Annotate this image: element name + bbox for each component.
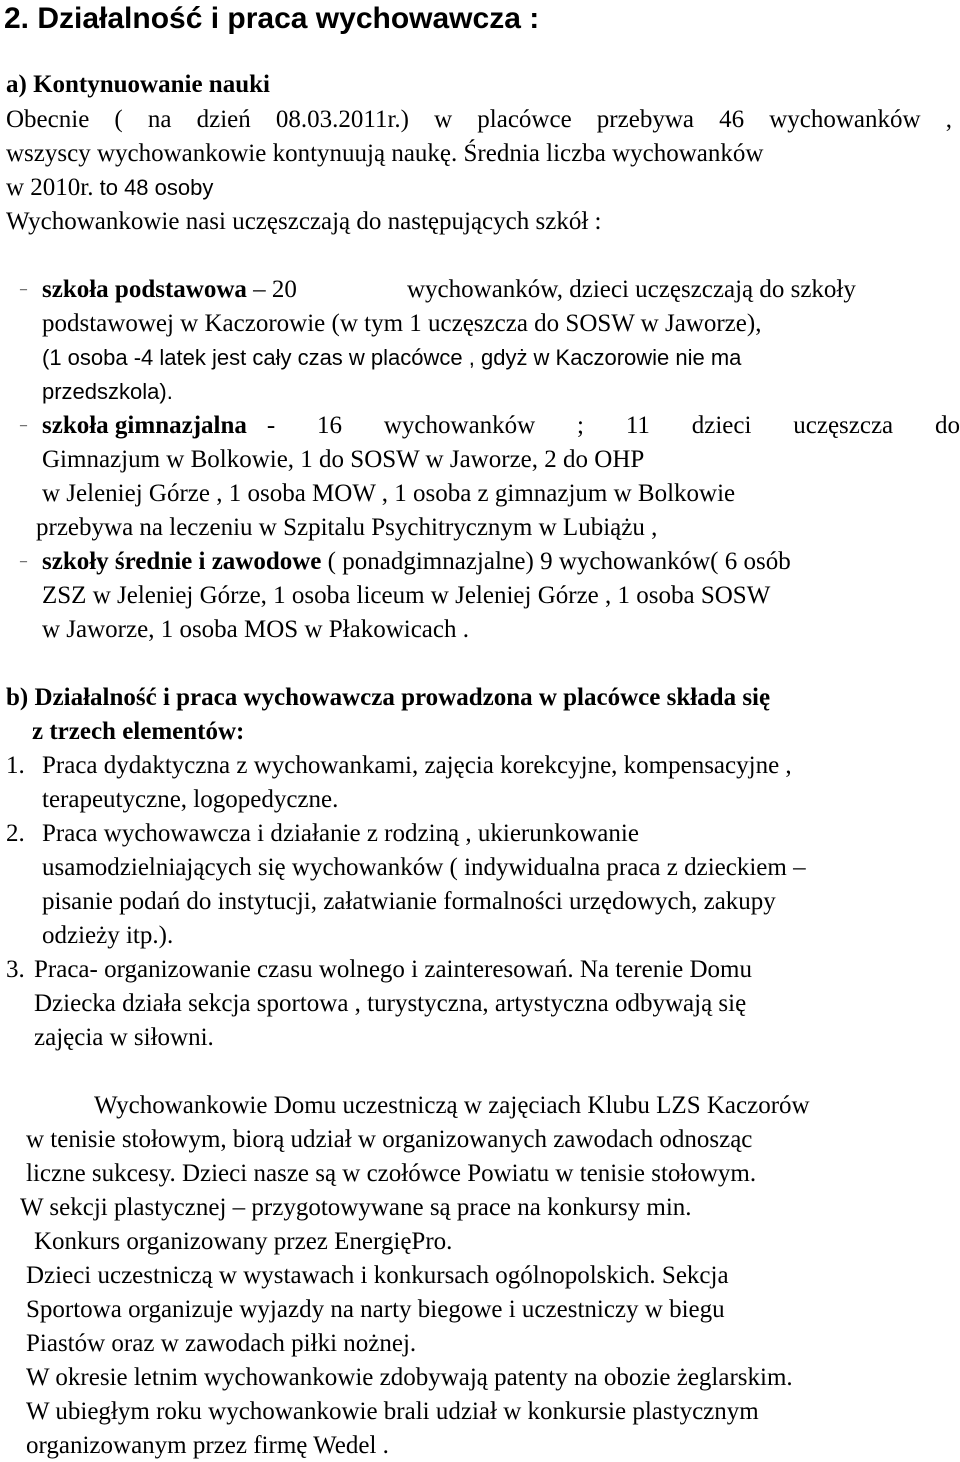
section-a-line-3: [6, 173, 213, 203]
word: wychowanków: [383, 412, 536, 439]
item-bold: szkoła podstawowa: [42, 276, 247, 303]
list-item-2-l4: odzieży itp.).: [42, 922, 174, 949]
item-bold: szkoła gimnazjalna: [42, 412, 247, 439]
closing-line-11: organizowanym przez firmę Wedel .: [26, 1432, 389, 1459]
closing-line-2: w tenisie stołowym, biorą udział w organizowanych zawodach odnosząc: [26, 1126, 753, 1153]
closing-line-8: Piastów oraz w zawodach piłki nożnej.: [26, 1330, 417, 1357]
list-item-3-l2: Dziecka działa sekcja sportowa , turystyczna, artystyczna odbywają się: [34, 990, 747, 1017]
dash-marker: –: [20, 282, 27, 297]
word: uczęszcza: [793, 412, 894, 439]
school-item-primary-l4: przedszkola).: [42, 379, 173, 404]
school-item-primary-l2: podstawowej w Kaczorowie (w tym 1 uczęszcza do SOSW w Jaworze),: [42, 310, 762, 337]
word: ,: [945, 106, 952, 133]
dash-marker: –: [20, 418, 27, 433]
section-b-title-line-1: b) Działalność i praca wychowawcza prowadzona w placówce składa się: [6, 684, 771, 711]
school-item-secondary: [42, 547, 791, 577]
word: 08.03.2011r.): [275, 106, 409, 133]
list-item-1-l1: Praca dydaktyczna z wychowankami, zajęcia korekcyjne, kompensacyjne ,: [42, 752, 792, 779]
section-a-line-1: [6, 105, 952, 135]
word: ;: [577, 412, 584, 439]
word: na: [147, 106, 172, 133]
list-item-1-l2: terapeutyczne, logopedyczne.: [42, 786, 339, 813]
list-item-2-l1: Praca wychowawcza i działanie z rodziną , ukierunkowanie: [42, 820, 639, 847]
word: Obecnie: [6, 106, 90, 133]
school-item-gymnasium-l2: Gimnazjum w Bolkowie, 1 do SOSW w Jaworze, 2 do OHP: [42, 446, 645, 473]
closing-line-10: W ubiegłym roku wychowankowie brali udział w konkursie plastycznym: [26, 1398, 759, 1425]
closing-line-7: Sportowa organizuje wyjazdy na narty biegowe i uczestniczy w biegu: [26, 1296, 725, 1323]
word: do: [934, 412, 960, 439]
section-a-line-2: wszyscy wychowankowie kontynuują naukę. Średnia liczba wychowanków: [6, 140, 764, 167]
school-item-primary-cont: wychowanków, dzieci uczęszczają do szkoły: [407, 276, 856, 303]
word: placówce: [477, 106, 572, 133]
word: 16: [317, 412, 343, 439]
school-item-secondary-l3: w Jaworze, 1 osoba MOS w Płakowicach .: [42, 616, 470, 643]
word: (: [114, 106, 123, 133]
item-bold: szkoły średnie i zawodowe: [42, 548, 322, 575]
list-item-2-l2: usamodzielniających się wychowanków ( indywidualna praca z dzieckiem –: [42, 854, 806, 881]
list-number: 3.: [6, 956, 25, 983]
item-rest-words: [267, 411, 960, 441]
word: -: [266, 412, 276, 439]
school-item-primary: [42, 275, 297, 305]
dash-marker: –: [20, 554, 27, 569]
text-serif: w 2010r.: [6, 174, 94, 201]
section-b-title-line-2: z trzech elementów:: [32, 718, 245, 745]
word: dzieci: [691, 412, 752, 439]
section-a-title: a) Kontynuowanie nauki: [6, 71, 270, 98]
word: 46: [719, 106, 745, 133]
list-item-3-l3: zajęcia w siłowni.: [34, 1024, 214, 1051]
list-number: 1.: [6, 752, 25, 779]
school-item-primary-l3: (1 osoba -4 latek jest cały czas w placówce , gdyż w Kaczorowie nie ma: [42, 345, 742, 370]
text-sans: to 48 osoby: [93, 175, 214, 200]
word: w: [434, 106, 453, 133]
word: wychowanków: [769, 106, 921, 133]
list-item-3-l1: Praca- organizowanie czasu wolnego i zainteresowań. Na terenie Domu: [34, 956, 752, 983]
section-a-line-4: Wychowankowie nasi uczęszczają do następujących szkół :: [6, 208, 602, 235]
word: przebywa: [596, 106, 694, 133]
page-heading: 2. Działalność i praca wychowawcza :: [4, 2, 540, 35]
school-item-secondary-l2: ZSZ w Jeleniej Górze, 1 osoba liceum w Jeleniej Górze , 1 osoba SOSW: [42, 582, 771, 609]
closing-line-3: liczne sukcesy. Dzieci nasze są w czołówce Powiatu w tenisie stołowym.: [26, 1160, 757, 1187]
list-item-2-l3: pisanie podań do instytucji, załatwianie formalności urzędowych, zakupy: [42, 888, 776, 915]
item-rest: ( ponadgimnazjalne) 9 wychowanków( 6 osób: [321, 548, 791, 575]
school-item-gymnasium-l3: w Jeleniej Górze , 1 osoba MOW , 1 osoba z gimnazjum w Bolkowie: [42, 480, 736, 507]
closing-line-1: Wychowankowie Domu uczestniczą w zajęciach Klubu LZS Kaczorów: [94, 1092, 810, 1119]
word: 11: [625, 412, 650, 439]
closing-line-4: W sekcji plastycznej – przygotowywane są prace na konkursy min.: [20, 1194, 692, 1221]
item-rest: – 20: [253, 276, 297, 303]
closing-line-9: W okresie letnim wychowankowie zdobywają patenty na obozie żeglarskim.: [26, 1364, 793, 1391]
school-item-gymnasium-l4: przebywa na leczeniu w Szpitalu Psychitrycznym w Lubiążu ,: [36, 514, 658, 541]
word: dzień: [196, 106, 251, 133]
closing-line-6: Dzieci uczestniczą w wystawach i konkursach ogólnopolskich. Sekcja: [26, 1262, 729, 1289]
school-item-gymnasium: [42, 411, 960, 441]
list-number: 2.: [6, 820, 25, 847]
closing-line-5: Konkurs organizowany przez EnergięPro.: [34, 1228, 453, 1255]
